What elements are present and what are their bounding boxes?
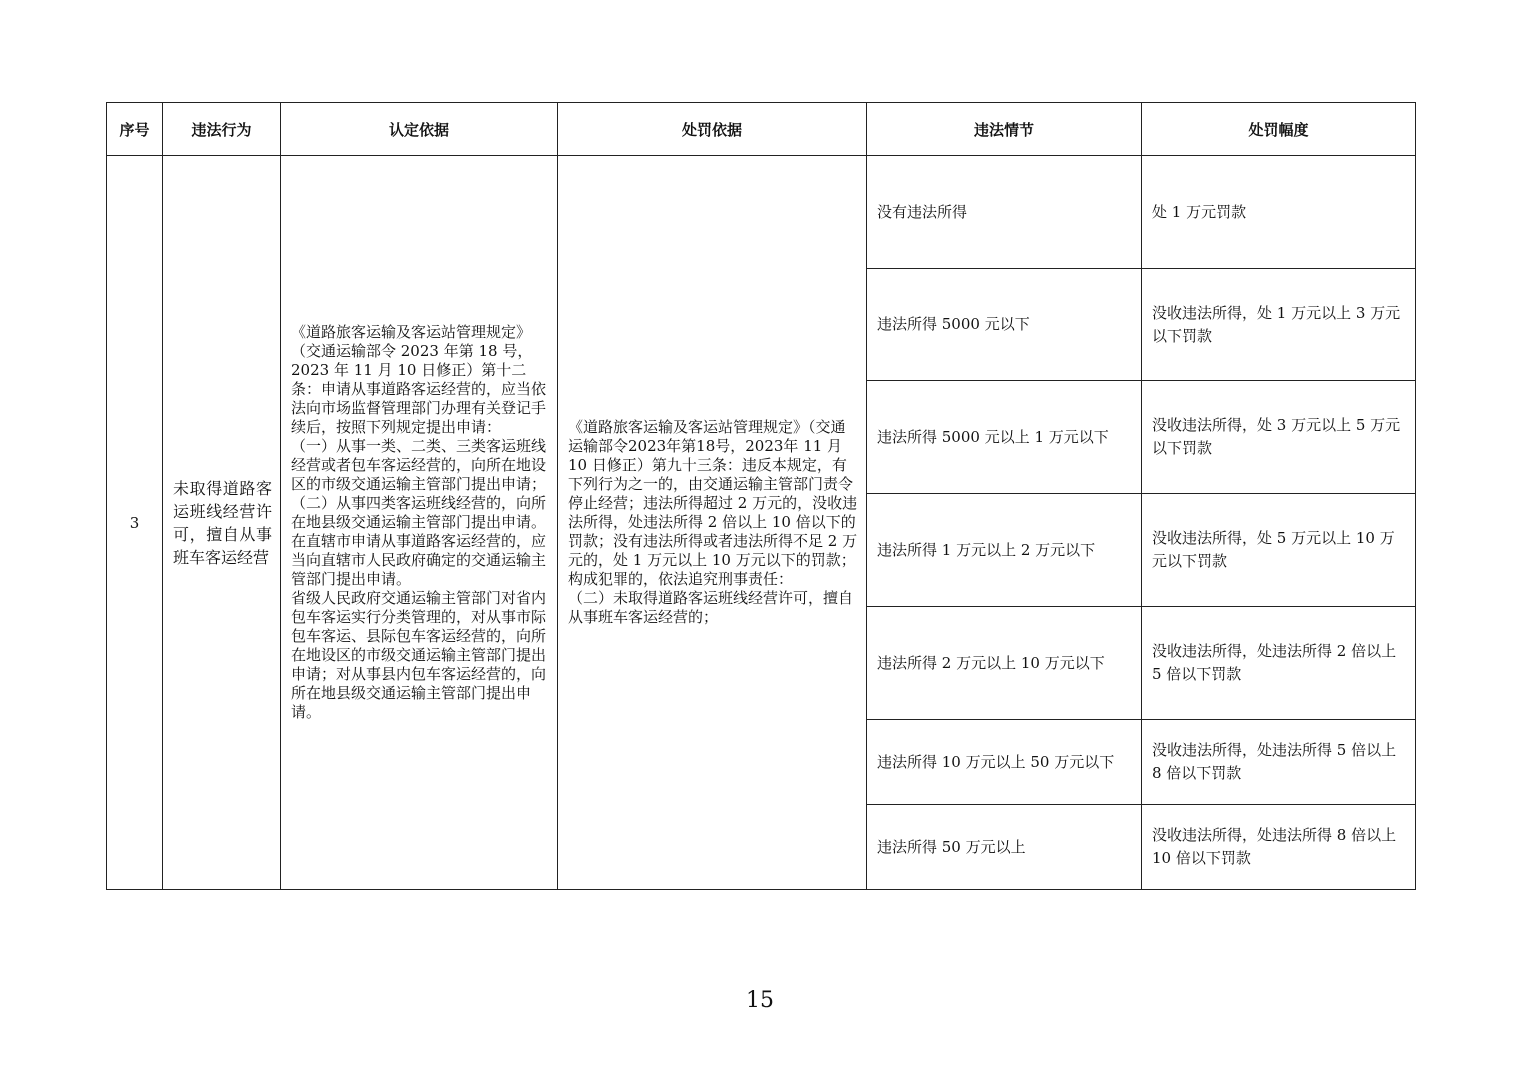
circumstance-cell: 违法所得 10 万元以上 50 万元以下: [867, 720, 1142, 805]
penalty-range-cell: 没收违法所得，处违法所得 2 倍以上 5 倍以下罚款: [1142, 607, 1416, 720]
table-header-row: [107, 103, 1416, 156]
circumstance-cell: 没有违法所得: [867, 156, 1142, 269]
table-row: [107, 156, 1416, 269]
penalty-range-cell: 处 1 万元罚款: [1142, 156, 1416, 269]
penalty-range-cell: 没收违法所得，处 1 万元以上 3 万元以下罚款: [1142, 269, 1416, 381]
header-penalty-range: 处罚幅度: [1142, 103, 1416, 156]
penalty-range-cell: 没收违法所得，处 3 万元以上 5 万元以下罚款: [1142, 381, 1416, 494]
seq-cell: 3: [107, 156, 163, 890]
header-seq: 序号: [107, 103, 163, 156]
header-basis: 认定依据: [281, 103, 558, 156]
circumstance-cell: 违法所得 1 万元以上 2 万元以下: [867, 494, 1142, 607]
header-penalty-basis: 处罚依据: [558, 103, 867, 156]
circumstance-cell: 违法所得 5000 元以下: [867, 269, 1142, 381]
header-violation: 违法行为: [163, 103, 281, 156]
penalty-range-cell: 没收违法所得，处违法所得 8 倍以上 10 倍以下罚款: [1142, 805, 1416, 890]
penalty-range-cell: 没收违法所得，处 5 万元以上 10 万元以下罚款: [1142, 494, 1416, 607]
basis-cell: 《道路旅客运输及客运站管理规定》（交通运输部令 2023 年第 18 号，2023 年 11 月 10 日修正）第十二条：申请从事道路客运经营的，应当依法向市场监督管理部门办理有关登记手续后，按照下列规定提出申请： （一）从事一类、二类、三类客运班线经营或者包车客运经营的，向所在地设区的市级交通运输主管部门提出申请； （二）从事四类客运班线经营的，向所在地县级交通运输主管部门提出申请。 在直辖市申请从事道路客运经营的，应当向直辖市人民政府确定的交通运输主管部门提出申请。 省级人民政府交通运输主管部门对省内包车客运实行分类管理的，对从事市际包车客运、县际包车客运经营的，向所在地设区的市级交通运输主管部门提出申请；对从事县内包车客运经营的，向所在地县级交通运输主管部门提出申请。: [281, 156, 558, 890]
page-number: 15: [746, 988, 774, 1013]
circumstance-cell: 违法所得 50 万元以上: [867, 805, 1142, 890]
penalty-range-cell: 没收违法所得，处违法所得 5 倍以上 8 倍以下罚款: [1142, 720, 1416, 805]
penalty-basis-cell: 《道路旅客运输及客运站管理规定》（交通运输部令2023年第18号，2023年 11 月 10 日修正）第九十三条：违反本规定，有下列行为之一的，由交通运输主管部门责令停止经营；违法所得超过 2 万元的，没收违法所得，处违法所得 2 倍以上 10 倍以下的罚款；没有违法所得或者违法所得不足 2 万元的，处 1 万元以上 10 万元以下的罚款；构成犯罪的，依法追究刑事责任： （二）未取得道路客运班线经营许可，擅自从事班车客运经营的；: [558, 156, 867, 890]
header-circumstance: 违法情节: [867, 103, 1142, 156]
circumstance-cell: 违法所得 5000 元以上 1 万元以下: [867, 381, 1142, 494]
penalty-standard-table: [106, 102, 1416, 890]
violation-cell: 未取得道路客运班线经营许可，擅自从事班车客运经营: [163, 156, 281, 890]
circumstance-cell: 违法所得 2 万元以上 10 万元以下: [867, 607, 1142, 720]
